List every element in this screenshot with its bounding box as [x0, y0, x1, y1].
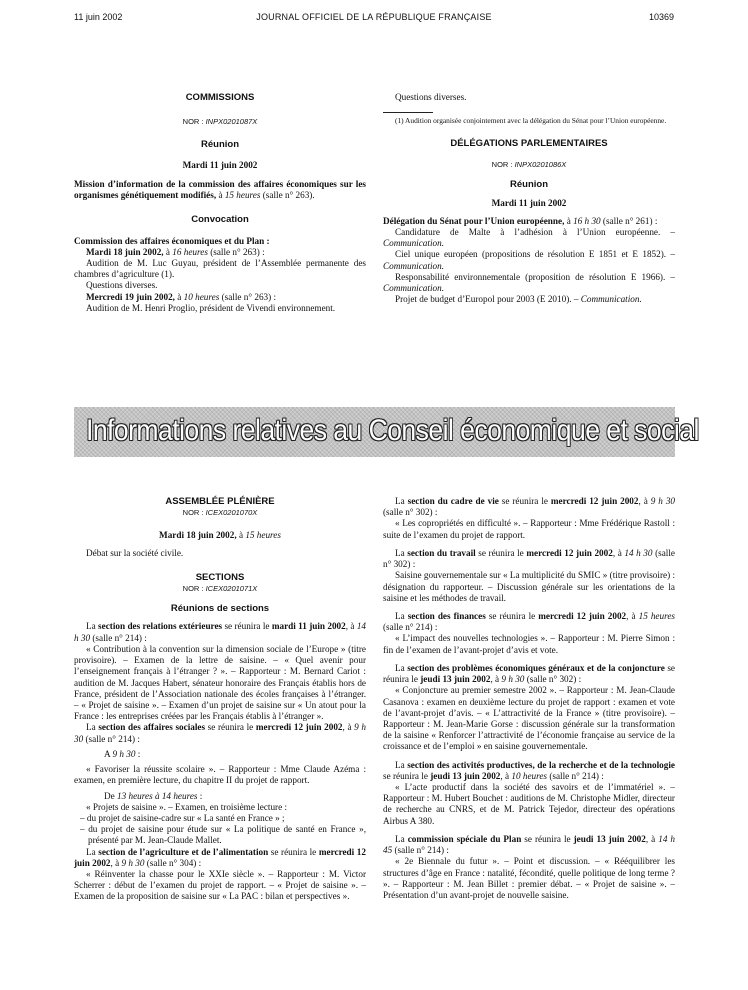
ces-right-column — [383, 496, 675, 901]
travail-body: Saisine gouvernementale sur « La multiplicité du SMIC » (titre provisoire) : désignation du rapporteur. – Discussion générale sur les orientations de la saisine et les méthodes de travail. — [383, 570, 675, 603]
relations-ext-body: « Contribution à la convention sur la dimension sociale de l’Europe » (titre provisoire). – Examen de la lettre de saisine. – « Quel avenir pour l’enseignement français à l’étranger ? ». – Rapporteur : M. Bernard Cariot : audition de M. Jacques Habert, sénateur honoraire des Français établis hors de France, président de l’Association nationale des écoles françaises à l’étranger. – « Projet de saisine ». – Examen d’un projet de saisine sur « Un atout pour la France : les entreprises créées par les Français établis à l’étranger ». — [74, 643, 366, 722]
finances-intro: La section des finances se réunira le mercredi 12 juin 2002, à 15 heures (salle n° 214) : — [383, 610, 675, 633]
ces-banner-title: Informations relatives au Conseil économique et social — [86, 414, 699, 447]
date2-line: Mercredi 19 juin 2002, à 10 heures (salle n° 263) : — [86, 291, 277, 302]
page-header — [74, 12, 674, 26]
commissions-nor: NOR : INPX0201087X — [182, 116, 258, 126]
delegation-item-3: Responsabilité environnementale (proposition de résolution E 1966). – Communication. — [383, 271, 675, 294]
delegation-item-1: Candidature de Malte à l’adhésion à l’Union européenne. – Communication. — [383, 226, 675, 249]
delegation-line: Délégation du Sénat pour l’Union européenne, à 16 h 30 (salle n° 261) : — [383, 215, 658, 226]
sociales-body: « Favoriser la réussite scolaire ». – Rapporteur : Mme Claude Azéma : examen, en première lecture, du chapitre II du projet de rapport. — [74, 764, 366, 786]
delegations-column — [383, 92, 675, 306]
sections-nor: NOR : ICEX0201071X — [182, 583, 258, 593]
activites-productives-body: « L’acte productif dans la société des savoirs et de l’immatériel ». – Rapporteur : M. Hubert Bouchet : auditions de M. Christophe Midler, directeur de recherche au CNRS, et de M. Patrick Tejedor, directeur des opérations Airbus A 380. — [383, 782, 675, 826]
reunion-date: Mardi 11 juin 2002 — [182, 160, 258, 171]
header-date: 11 juin 2002 — [74, 12, 123, 22]
plan-intro: La commission spéciale du Plan se réunira le jeudi 13 juin 2002, à 14 h 45 (salle n° 214) : — [383, 833, 675, 856]
affaires-sociales-intro: La section des affaires sociales se réunira le mercredi 12 juin 2002, à 9 h 30 (salle n° 214) : — [74, 722, 366, 744]
agriculture-body: « Réinventer la chasse pour le XXIe siècle ». – Rapporteur : M. Victor Scherrer : début de l’examen du projet de rapport. – « Projet de saisine ». – Examen de la proposition de saisine sur « La PAC : bilan et perspectives ». — [74, 869, 366, 902]
agriculture-intro: La section de l’agriculture et de l’alimentation se réunira le mercredi 12 juin 2002, à 9 h 30 (salle n° 304) : — [74, 846, 366, 868]
delegations-nor: NOR : INPX0201086X — [491, 159, 567, 169]
audition2: Audition de M. Henri Proglio, président de Vivendi environnement. — [86, 302, 336, 313]
sociales-dash-2: – du projet de saisine pour étude sur « La politique de santé en France », présenté par M. Jean-Claude Mallet. — [80, 824, 366, 846]
commissions-heading: COMMISSIONS — [185, 92, 255, 103]
date1-line: Mardi 18 juin 2002, à 16 heures (salle n° 263) : — [86, 246, 265, 257]
relations-ext-intro: La section des relations extérieures se réunira le mardi 11 juin 2002, à 14 h 30 (salle n° 214) : — [74, 621, 367, 643]
footnote: (1) Audition organisée conjointement avec la délégation du Sénat pour l’Union européenne. — [395, 116, 667, 126]
delegations-reunion-title: Réunion — [510, 178, 548, 190]
cadre-de-vie-intro: La section du cadre de vie se réunira le mercredi 12 juin 2002, à 9 h 30 (salle n° 302) : — [383, 496, 675, 518]
plan-body: « 2e Biennale du futur ». – Point et discussion. – « Rééquilibrer les structures d’âge en France : natalité, fécondité, quelle politique de long terme ? ». – Rapporteur : M. Jean Billet : premier débat. – « Projet de saisine ». – Présentation d’un avant-projet de nouvelle saisine. — [383, 856, 675, 900]
questions-line: Questions diverses. — [86, 280, 158, 291]
delegation-item-4: Projet de budget d’Europol pour 2003 (E 2010). – Communication. — [395, 294, 642, 305]
questions-continued: Questions diverses. — [395, 92, 467, 102]
pleniere-date: Mardi 18 juin 2002, à 15 heures — [159, 529, 281, 540]
reunions-title: Réunions de sections — [170, 602, 270, 614]
finances-body: « L’impact des nouvelles technologies ». – Rapporteur : M. Pierre Simon : fin de l’examen de l’avant-projet d’avis et vote. — [383, 633, 675, 655]
sociales-time-b: De 13 heures à 14 heures : — [104, 790, 203, 801]
activites-productives-intro: La section des activités productives, de la recherche et de la technologie se réunira le jeudi 13 juin 2002, à 10 heures (salle n° 214) : — [383, 759, 675, 781]
mission-paragraph: Mission d’information de la commission des affaires économiques sur les organismes génétiquement modifiés, à 15 heures (salle n° 263). — [74, 178, 366, 200]
problemes-eco-intro: La section des problèmes économiques généraux et de la conjoncture se réunira le jeudi 13 juin 2002, à 9 h 30 (salle n° 302) : — [383, 662, 675, 685]
sociales-time-a: A 9 h 30 : — [104, 748, 141, 759]
pleniere-nor: NOR : ICEX0201070X — [182, 507, 258, 517]
journal-title: JOURNAL OFFICIEL DE LA RÉPUBLIQUE FRANÇAISE — [256, 12, 492, 22]
reunion-title: Réunion — [201, 138, 239, 150]
footnote-rule — [383, 112, 433, 113]
delegations-heading: DÉLÉGATIONS PARLEMENTAIRES — [450, 138, 608, 150]
delegations-reunion-date: Mardi 11 juin 2002 — [491, 197, 567, 208]
sections-heading: SECTIONS — [195, 572, 245, 584]
pleniere-heading: ASSEMBLÉE PLÉNIÈRE — [165, 496, 275, 507]
sociales-dash-1: – du projet de saisine-cadre sur « La santé en France » ; — [80, 812, 285, 823]
debat-line: Débat sur la société civile. — [86, 547, 184, 558]
commissions-column — [74, 92, 366, 314]
ces-left-column — [74, 496, 366, 903]
problemes-eco-body: « Conjoncture au premier semestre 2002 ». – Rapporteur : M. Jean-Claude Casanova : examen en deuxième lecture du projet de rapport : examen et vote de l’avant-projet d’avis. – « L’attractivité de la France » (titre provisoire). – Rapporteur : M. Jean-Marie Gorse : discussion générale sur la transformation de la saisine « Renforcer l’attractivité de l’économie française au service de la croissance et de l’emploi » en saisine gouvernementale. — [383, 685, 675, 752]
page-number: 10369 — [648, 12, 674, 22]
delegation-item-2: Ciel unique européen (propositions de résolution E 1851 et E 1852). – Communication. — [383, 249, 675, 271]
audition1: Audition de M. Luc Guyau, président de l’Assemblée permanente des chambres d’agriculture (1). — [74, 257, 366, 280]
convocation-title: Convocation — [191, 213, 249, 225]
sociales-projets: « Projets de saisine ». – Examen, en troisième lecture : — [86, 801, 288, 812]
travail-intro: La section du travail se réunira le mercredi 12 juin 2002, à 14 h 30 (salle n° 302) : — [383, 547, 675, 570]
cadre-de-vie-body: « Les copropriétés en difficulté ». – Rapporteur : Mme Frédérique Rastoll : suite de l’examen du projet de rapport. — [383, 518, 675, 540]
commission-name: Commission des affaires économiques et du Plan : — [74, 235, 270, 246]
ces-banner — [74, 407, 699, 457]
